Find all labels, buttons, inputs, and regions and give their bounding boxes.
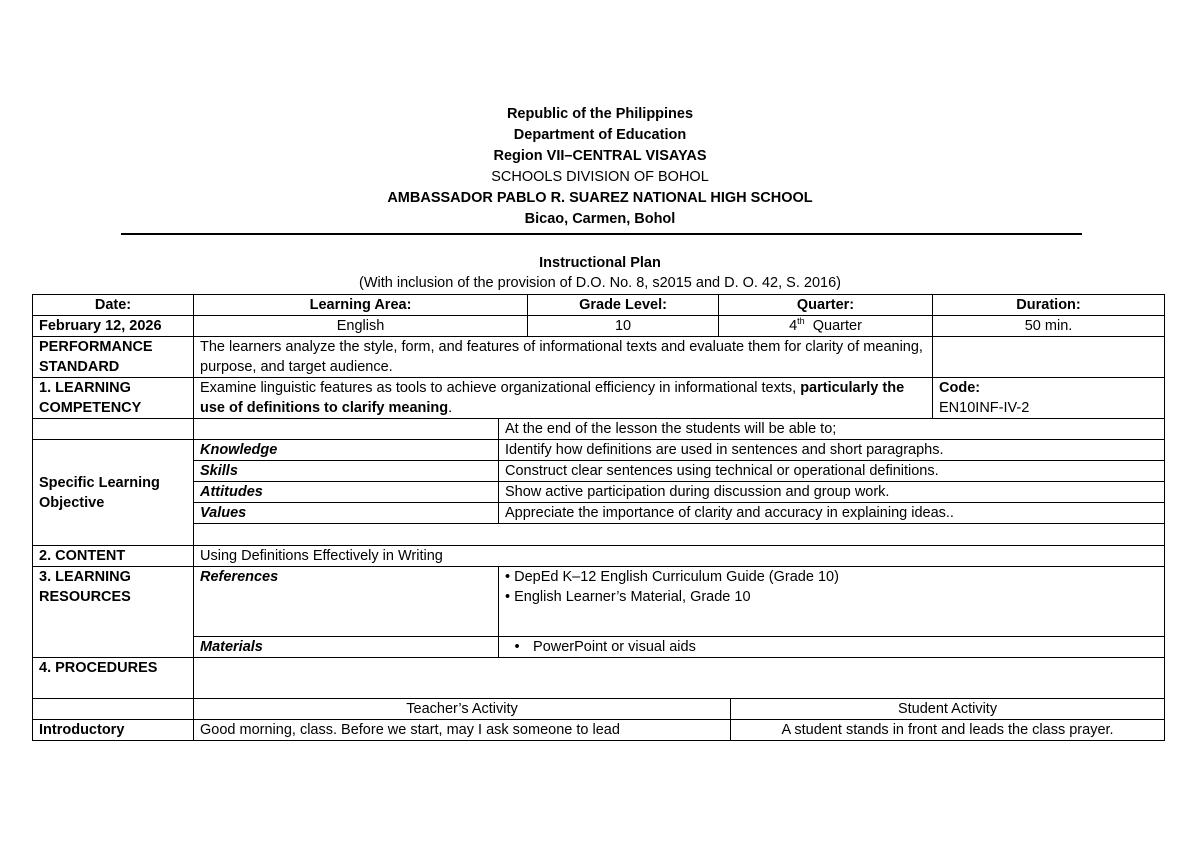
value-date: February 12, 2026 bbox=[33, 316, 194, 337]
objective-name: Values bbox=[194, 503, 499, 524]
objectives-intro-empty-1 bbox=[33, 419, 194, 440]
procedures-empty bbox=[194, 658, 1165, 699]
objective-name: Knowledge bbox=[194, 440, 499, 461]
materials-value: PowerPoint or visual aids bbox=[533, 639, 696, 655]
quarter-number: 4 bbox=[789, 318, 798, 334]
header-duration: Duration: bbox=[933, 295, 1165, 316]
content-text: Using Definitions Effectively in Writing bbox=[194, 546, 1165, 567]
introductory-label: Introductory bbox=[33, 720, 194, 741]
performance-row bbox=[33, 337, 1165, 378]
procedures-label: 4. PROCEDURES bbox=[33, 658, 194, 699]
resources-label: 3. LEARNING RESOURCES bbox=[33, 567, 194, 658]
performance-text: The learners analyze the style, form, and features of informational texts and evaluate them for clarity of meaning, purpose, and target audience. bbox=[194, 337, 933, 378]
instructional-plan-table bbox=[32, 294, 1165, 741]
competency-code-cell bbox=[933, 378, 1165, 419]
competency-text-main: Examine linguistic features as tools to achieve organizational efficiency in informational texts, bbox=[200, 380, 801, 396]
objectives-spacer-row bbox=[33, 524, 1165, 546]
objective-row-knowledge bbox=[33, 440, 1165, 461]
procedures-row bbox=[33, 658, 1165, 699]
header-republic: Republic of the Philippines bbox=[506, 106, 694, 122]
objectives-intro: At the end of the lesson the students will be able to; bbox=[499, 419, 1165, 440]
code-label: Code: bbox=[939, 380, 981, 396]
competency-text-end: . bbox=[448, 400, 453, 416]
student-activity-text: A student stands in front and leads the class prayer. bbox=[731, 720, 1165, 741]
header-grade-level: Grade Level: bbox=[528, 295, 719, 316]
performance-empty bbox=[933, 337, 1165, 378]
teacher-activity-text: Good morning, class. Before we start, may I ask someone to lead bbox=[194, 720, 731, 741]
content-label: 2. CONTENT bbox=[33, 546, 194, 567]
activity-header-empty bbox=[33, 699, 194, 720]
quarter-suffix: th bbox=[797, 316, 805, 327]
school-header bbox=[0, 104, 1200, 230]
objective-text: Show active participation during discussion and group work. bbox=[499, 482, 1165, 503]
plan-subtitle: (With inclusion of the provision of D.O. No. 8, s2015 and D. O. 42, S. 2016) bbox=[359, 275, 841, 291]
objective-text: Construct clear sentences using technical or operational definitions. bbox=[499, 461, 1165, 482]
content-row bbox=[33, 546, 1165, 567]
header-quarter: Quarter: bbox=[719, 295, 933, 316]
references-list bbox=[499, 567, 1165, 637]
objectives-intro-row bbox=[33, 419, 1165, 440]
quarter-label: Quarter bbox=[812, 318, 862, 334]
reference-item: • DepEd K–12 English Curriculum Guide (Grade 10) bbox=[505, 569, 839, 585]
materials-label: Materials bbox=[194, 637, 499, 658]
header-school: AMBASSADOR PABLO R. SUAREZ NATIONAL HIGH SCHOOL bbox=[387, 190, 813, 206]
competency-row bbox=[33, 378, 1165, 419]
header-divider bbox=[121, 233, 1082, 235]
objectives-spacer bbox=[194, 524, 1165, 546]
header-department: Department of Education bbox=[513, 127, 687, 143]
objectives-intro-empty-2 bbox=[194, 419, 499, 440]
table-header-row bbox=[33, 295, 1165, 316]
activity-header-row bbox=[33, 699, 1165, 720]
materials-text bbox=[499, 637, 1165, 658]
objective-text: Appreciate the importance of clarity and accuracy in explaining ideas.. bbox=[499, 503, 1165, 524]
performance-label: PERFORMANCE STANDARD bbox=[33, 337, 194, 378]
header-learning-area: Learning Area: bbox=[194, 295, 528, 316]
bullet-icon: • bbox=[514, 639, 520, 655]
objective-row-skills bbox=[33, 461, 1165, 482]
plan-title: Instructional Plan bbox=[539, 255, 661, 271]
objective-name: Skills bbox=[194, 461, 499, 482]
objective-row-attitudes bbox=[33, 482, 1165, 503]
introductory-row bbox=[33, 720, 1165, 741]
plan-heading bbox=[0, 253, 1200, 293]
teacher-activity-header: Teacher’s Activity bbox=[194, 699, 731, 720]
references-row bbox=[33, 567, 1165, 637]
competency-text-bold: particularly the use of definitions to clarify meaning bbox=[200, 380, 905, 416]
header-date: Date: bbox=[33, 295, 194, 316]
competency-text bbox=[194, 378, 933, 419]
objective-text: Identify how definitions are used in sentences and short paragraphs. bbox=[499, 440, 1165, 461]
header-division: SCHOOLS DIVISION OF BOHOL bbox=[491, 169, 709, 185]
materials-row bbox=[33, 637, 1165, 658]
header-region: Region VII–CENTRAL VISAYAS bbox=[493, 148, 707, 164]
references-label: References bbox=[194, 567, 499, 637]
objective-row-values bbox=[33, 503, 1165, 524]
value-duration: 50 min. bbox=[933, 316, 1165, 337]
objective-name: Attitudes bbox=[194, 482, 499, 503]
value-grade-level: 10 bbox=[528, 316, 719, 337]
value-learning-area: English bbox=[194, 316, 528, 337]
reference-item: • English Learner’s Material, Grade 10 bbox=[505, 589, 751, 605]
table-values-row bbox=[33, 316, 1165, 337]
value-quarter bbox=[719, 316, 933, 337]
competency-label: 1. LEARNING COMPETENCY bbox=[33, 378, 194, 419]
code-value: EN10INF-IV-2 bbox=[939, 400, 1030, 416]
objectives-label: Specific Learning Objective bbox=[33, 440, 194, 546]
student-activity-header: Student Activity bbox=[731, 699, 1165, 720]
header-address: Bicao, Carmen, Bohol bbox=[524, 211, 676, 227]
